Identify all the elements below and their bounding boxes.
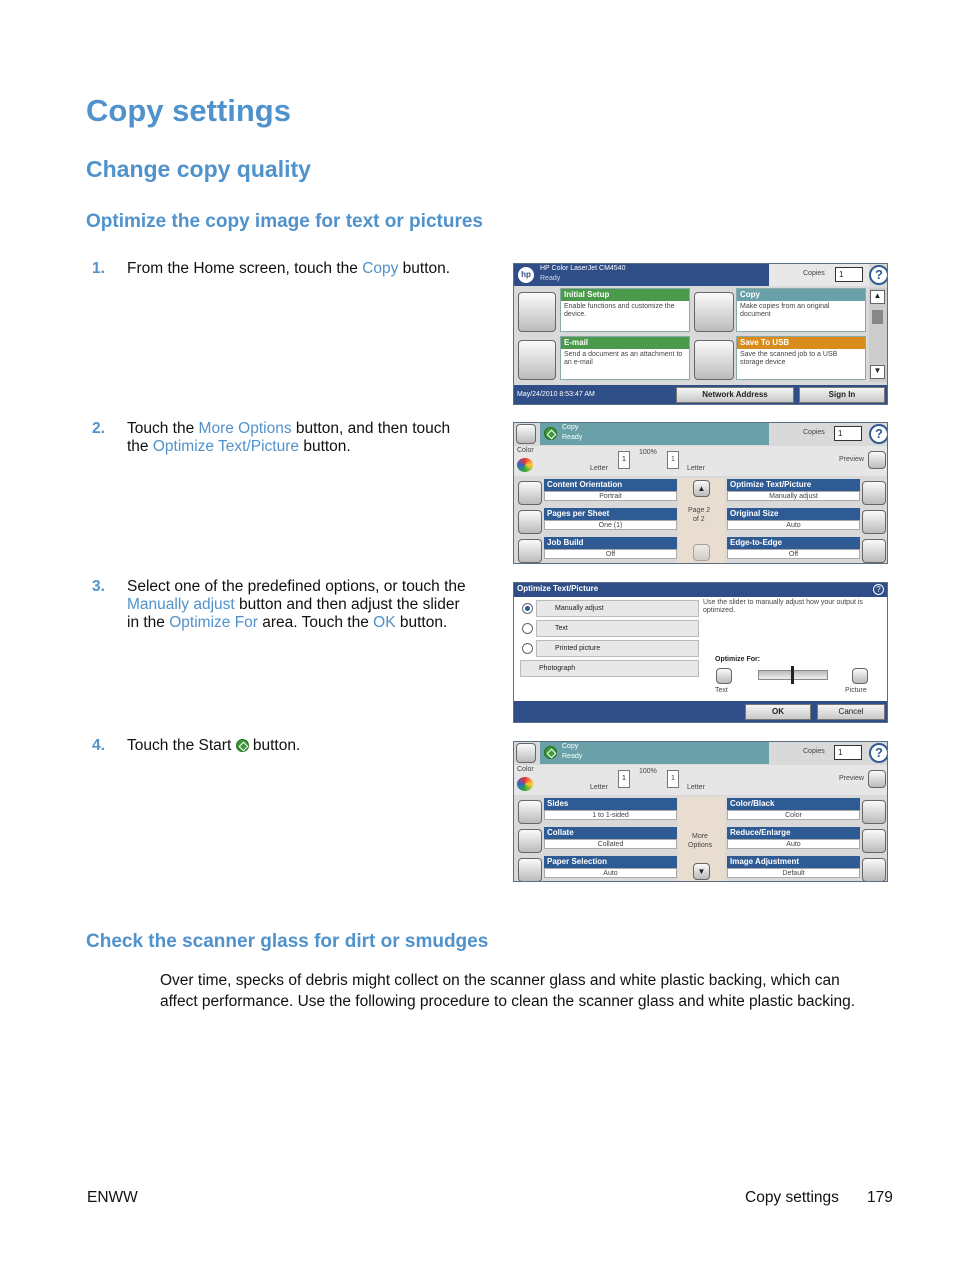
tile-email[interactable] (560, 336, 690, 380)
page-count: 1 (618, 451, 630, 469)
page-down-icon[interactable]: ▼ (693, 863, 710, 880)
step-text (127, 737, 467, 755)
dialog-buttons (514, 701, 888, 723)
option-title[interactable]: Sides (544, 798, 677, 810)
color-icon (517, 458, 533, 472)
screenshot-copy (513, 741, 888, 882)
copies-input[interactable]: 1 (834, 426, 862, 441)
initial-setup-icon[interactable] (518, 292, 556, 332)
option-manually-adjust[interactable]: Manually adjust (536, 600, 699, 617)
dialog-title: Optimize Text/Picture (517, 584, 599, 593)
job-build-icon[interactable] (518, 539, 542, 563)
datetime: May/24/2010 8:53:47 AM (517, 391, 595, 398)
tile-desc: Send a document as an attachment to an e-mail (564, 351, 683, 366)
option-title[interactable]: Image Adjustment (727, 856, 860, 868)
step-number: 4. (92, 737, 105, 754)
bottom-bar (514, 385, 888, 405)
copy-link[interactable]: Copy (362, 260, 399, 277)
copies-input[interactable]: 1 (835, 267, 863, 282)
zoom-label: 100% (639, 449, 657, 456)
title-bar (514, 583, 887, 597)
option-value: One (1) (544, 520, 677, 530)
text: button, and then touch the (127, 420, 451, 455)
copy-icon[interactable] (694, 292, 734, 332)
color-label: Color (517, 447, 534, 454)
scroll-up-icon[interactable]: ▲ (870, 290, 885, 304)
text: Select one of the predefined options, or touch the (127, 578, 466, 595)
color-icon (517, 777, 533, 791)
subsection-heading: Optimize the copy image for text or pictures (86, 211, 483, 232)
step-number: 1. (92, 260, 105, 277)
start-icon[interactable] (544, 746, 557, 759)
paper-label: Letter (687, 784, 705, 791)
tile-initial-setup[interactable] (560, 288, 690, 332)
start-icon (236, 739, 249, 752)
copies-label: Copies (803, 429, 825, 436)
usb-icon[interactable] (694, 340, 734, 380)
help-icon[interactable]: ? (873, 584, 884, 595)
scroll-thumb[interactable] (872, 310, 883, 324)
preview-label: Preview (839, 456, 864, 463)
optimize-icon[interactable] (862, 481, 886, 505)
hp-logo-icon: hp (518, 267, 534, 283)
status-strip (514, 446, 888, 476)
page-nav (678, 478, 725, 564)
copies-label: Copies (803, 270, 825, 277)
optimize-for-label: Optimize For: (715, 656, 761, 663)
tile-copy[interactable] (736, 288, 866, 332)
paper-label: Letter (590, 784, 608, 791)
original-size-icon[interactable] (862, 510, 886, 534)
help-icon[interactable]: ? (869, 265, 888, 285)
page-count: 1 (618, 770, 630, 788)
tile-save-usb[interactable] (736, 336, 866, 380)
page-title: Copy settings (86, 93, 291, 128)
title-bar (540, 423, 769, 445)
scroll-down-icon[interactable]: ▼ (870, 365, 885, 379)
page-count: 1 (667, 451, 679, 469)
preview-icon[interactable] (868, 451, 886, 469)
footer-section: Copy settings (745, 1189, 839, 1206)
option-value: Auto (544, 868, 677, 878)
option-title[interactable]: Content Orientation (544, 479, 677, 491)
body-paragraph: Over time, specks of debris might collect on the scanner glass and white plastic backing, which can affect performance. Use the following procedure to clean the scanner glass and white plastic backing. (160, 972, 856, 1010)
home-icon[interactable] (516, 424, 536, 444)
sides-icon[interactable] (518, 800, 542, 824)
text: button and then adjust the slider in the (127, 596, 460, 631)
more-options[interactable] (678, 797, 725, 882)
options-label: Options (688, 842, 713, 849)
model-name: HP Color LaserJet CM4540 (540, 265, 626, 272)
option-value: Off (544, 549, 677, 559)
slider-picture-label: Picture (845, 687, 867, 694)
cancel-button[interactable]: Cancel (817, 704, 885, 720)
step-number: 3. (92, 578, 105, 595)
option-title[interactable]: Edge-to-Edge (727, 537, 860, 549)
optimize-for-link[interactable]: Optimize For (169, 614, 258, 631)
scrollbar[interactable] (869, 288, 887, 382)
option-title[interactable]: Reduce/Enlarge (727, 827, 860, 839)
color-black-icon[interactable] (862, 800, 886, 824)
page-count: 1 (667, 770, 679, 788)
option-value: Portrait (544, 491, 677, 501)
paper-label: Letter (687, 465, 705, 472)
home-icon[interactable] (516, 743, 536, 763)
text: From the Home screen, touch the (127, 260, 363, 277)
title-bar (514, 264, 769, 286)
radio-printed-picture[interactable] (522, 643, 533, 654)
manually-adjust-link[interactable]: Manually adjust (127, 596, 235, 613)
option-title[interactable]: Color/Black (727, 798, 860, 810)
start-icon[interactable] (544, 427, 557, 440)
step-text (127, 578, 467, 632)
tile-desc: Make copies from an original document (740, 303, 830, 318)
text: Touch the Start (127, 737, 236, 754)
option-title[interactable]: Collate (544, 827, 677, 839)
slider-thumb[interactable] (791, 666, 794, 684)
collate-icon[interactable] (518, 829, 542, 853)
copies-input[interactable]: 1 (834, 745, 862, 760)
option-text[interactable]: Text (536, 620, 699, 637)
orientation-icon[interactable] (518, 481, 542, 505)
tile-title: Initial Setup (561, 289, 689, 301)
option-title[interactable]: Paper Selection (544, 856, 677, 868)
text: Touch the (127, 420, 199, 437)
tile-desc: Enable functions and customize the device. (564, 303, 675, 318)
option-photograph[interactable]: Photograph (520, 660, 699, 677)
color-label: Color (517, 766, 534, 773)
page-label: Page 2 (688, 507, 711, 514)
radio-text[interactable] (522, 623, 533, 634)
text: button. (395, 614, 448, 631)
option-value: 1 to 1-sided (544, 810, 677, 820)
option-title[interactable]: Original Size (727, 508, 860, 520)
option-title[interactable]: Optimize Text/Picture (727, 479, 860, 491)
option-printed-picture[interactable]: Printed picture (536, 640, 699, 657)
tile-title: Save To USB (737, 337, 865, 349)
ok-button[interactable]: OK (745, 704, 811, 720)
email-icon[interactable] (518, 340, 556, 380)
reduce-enlarge-icon[interactable] (862, 829, 886, 853)
preview-label: Preview (839, 775, 864, 782)
copies-area (769, 264, 869, 286)
optimize-link[interactable]: Optimize Text/Picture (152, 438, 300, 455)
preview-icon[interactable] (868, 770, 886, 788)
sign-in-button[interactable]: Sign In (799, 387, 885, 403)
footer-left: ENWW (87, 1189, 138, 1206)
help-icon[interactable]: ? (869, 424, 888, 444)
paper-selection-icon[interactable] (518, 858, 542, 882)
option-value: Manually adjust (727, 491, 860, 501)
option-value: Auto (727, 839, 860, 849)
text: area. Touch the (257, 614, 374, 631)
title-bar (540, 742, 769, 764)
status-text: Ready (562, 434, 583, 441)
option-value: Collated (544, 839, 677, 849)
more-label: More (692, 833, 708, 840)
screenshot-more-options (513, 422, 888, 564)
screenshot-optimize (513, 582, 888, 723)
option-value: Color (727, 810, 860, 820)
step-number: 2. (92, 420, 105, 437)
screen-title: Copy (562, 743, 579, 750)
status-text: Ready (540, 275, 561, 282)
tile-title: Copy (737, 289, 865, 301)
image-adjustment-icon[interactable] (862, 858, 886, 882)
tile-title: E-mail (561, 337, 689, 349)
text: button. (398, 260, 451, 277)
help-icon[interactable]: ? (869, 743, 888, 763)
page-down-icon[interactable] (693, 544, 710, 561)
text: button. (248, 737, 301, 754)
network-address-button[interactable]: Network Address (676, 387, 794, 403)
step-text (127, 420, 467, 456)
page-up-icon[interactable]: ▲ (693, 480, 710, 497)
option-title[interactable]: Pages per Sheet (544, 508, 677, 520)
option-title[interactable]: Job Build (544, 537, 677, 549)
screenshot-home (513, 263, 888, 405)
edge-to-edge-icon[interactable] (862, 539, 886, 563)
option-value: Default (727, 868, 860, 878)
step-text (127, 260, 467, 278)
hint-text: Use the slider to manually adjust how your output is optimized. (703, 599, 863, 614)
copies-label: Copies (803, 748, 825, 755)
option-value: Off (727, 549, 860, 559)
tile-desc: Save the scanned job to a USB storage device (740, 351, 838, 366)
status-strip (514, 765, 888, 795)
zoom-label: 100% (639, 768, 657, 775)
section-heading: Change copy quality (86, 156, 311, 182)
slider-text-label: Text (715, 687, 728, 694)
slider-right-icon[interactable] (852, 668, 868, 684)
page-of-label: of 2 (693, 516, 705, 523)
page-number: 179 (867, 1189, 893, 1206)
text: button. (299, 438, 351, 455)
slider-left-icon[interactable] (716, 668, 732, 684)
option-value: Auto (727, 520, 860, 530)
subsection-heading-2: Check the scanner glass for dirt or smudges (86, 931, 489, 952)
paper-label: Letter (590, 465, 608, 472)
ok-link[interactable]: OK (373, 614, 396, 631)
more-options-link[interactable]: More Options (198, 420, 292, 437)
status-text: Ready (562, 753, 583, 760)
radio-manual[interactable] (522, 603, 533, 614)
screen-title: Copy (562, 424, 579, 431)
pages-per-sheet-icon[interactable] (518, 510, 542, 534)
